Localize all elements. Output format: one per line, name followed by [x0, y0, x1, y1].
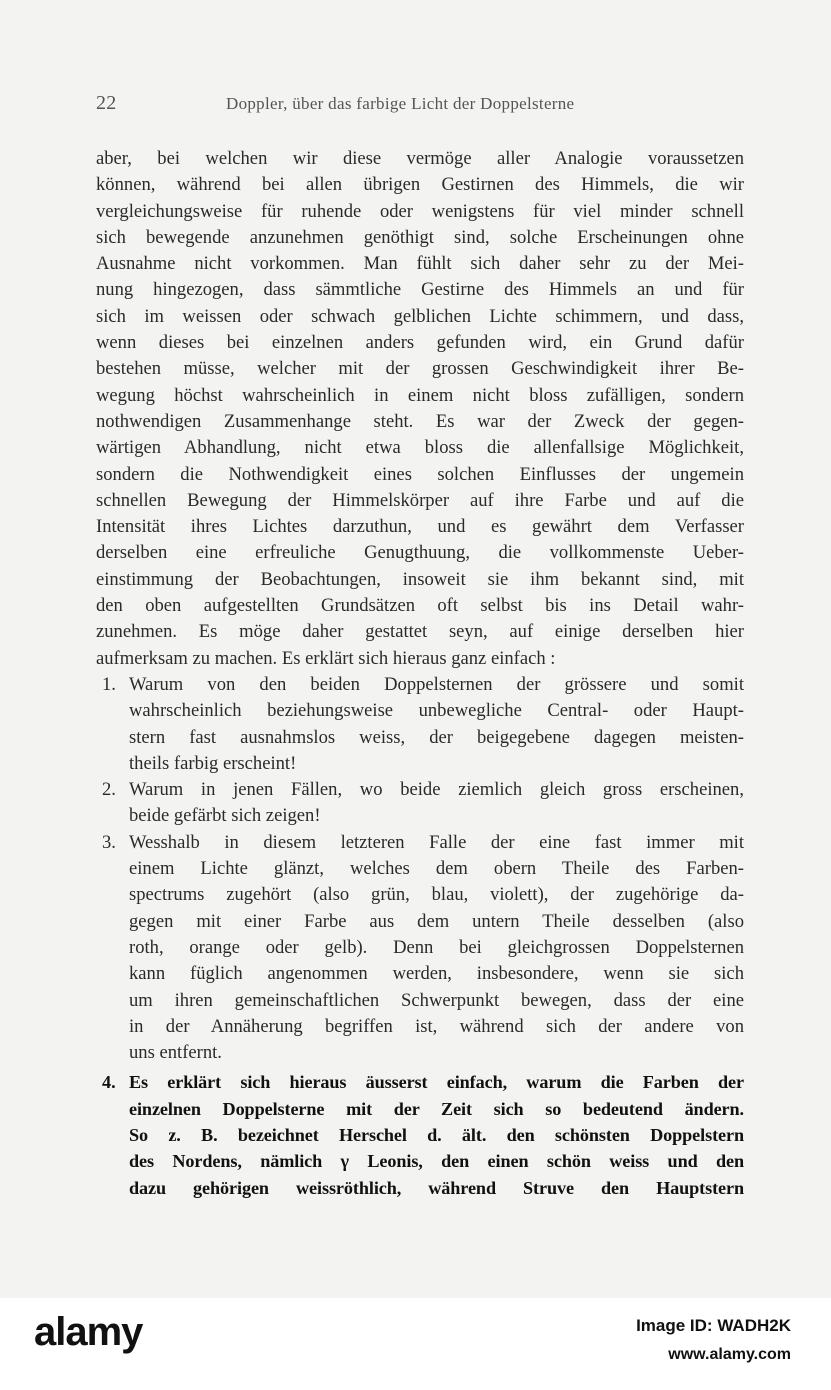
text-line: sich bewegende anzunehmen genöthigt sind, solche Erscheinungen ohne	[96, 226, 744, 248]
text-line: bestehen müsse, welcher mit der grossen Geschwindigkeit ihrer Be-	[96, 358, 744, 380]
text-line: stern fast ausnahmslos weiss, der beigegebene dagegen meisten-	[129, 726, 744, 748]
list-item-1	[96, 672, 744, 777]
text-line: theils farbig erscheint!	[129, 752, 297, 774]
stock-url: www.alamy.com	[668, 1346, 791, 1363]
page-header	[96, 92, 741, 116]
text-line: Warum von den beiden Doppelsternen der grössere und somit	[129, 673, 744, 695]
text-line: uns entfernt.	[129, 1042, 222, 1064]
text-line: Wesshalb in diesem letzteren Falle der eine fast immer mit	[129, 831, 744, 853]
list-item-4	[96, 1069, 744, 1200]
image-id-label: Image ID: WADH2K	[636, 1316, 791, 1335]
text-line: wegung höchst wahrscheinlich in einem nicht bloss zufälligen, sondern	[96, 384, 744, 406]
text-line: können, während bei allen übrigen Gestirnen des Himmels, die wir	[96, 174, 744, 196]
text-line: So z. B. bezeichnet Herschel d. ält. den schönsten Doppelstern	[129, 1124, 744, 1145]
text-line: den oben aufgestellten Grundsätzen oft selbst bis ins Detail wahr-	[96, 595, 744, 617]
body-text	[96, 146, 744, 1201]
text-line: kann füglich angenommen werden, insbesondere, wenn sie sich	[129, 963, 744, 985]
text-line: einstimmung der Beobachtungen, insoweit sie ihm bekannt sind, mit	[96, 568, 744, 590]
text-line: schnellen Bewegung der Himmelskörper auf ihre Farbe und auf die	[96, 489, 744, 511]
text-line: wärtigen Abhandlung, nicht etwa bloss die allenfallsige Möglichkeit,	[96, 437, 744, 459]
text-line: dazu gehörigen weissröthlich, während Struve den Hauptstern	[129, 1177, 744, 1198]
text-line: nung hingezogen, dass sämmtliche Gestirne des Himmels an und für	[96, 279, 744, 301]
alamy-logo: alamy	[34, 1310, 143, 1354]
text-line: derselben eine erfreuliche Genugthuung, die vollkommenste Ueber-	[96, 542, 744, 564]
running-title: Doppler, über das farbige Licht der Doppelsterne	[226, 94, 575, 113]
text-line: sich im weissen oder schwach gelblichen Lichte schimmern, und dass,	[96, 305, 744, 327]
text-line: wenn dieses bei einzelnen anders gefunden wird, ein Grund dafür	[96, 332, 744, 354]
text-line: aufmerksam zu machen. Es erklärt sich hieraus ganz einfach :	[96, 647, 556, 669]
text-line: Intensität ihres Lichtes darzuthun, und es gewährt dem Verfasser	[96, 516, 744, 538]
text-line: sondern die Nothwendigkeit eines solchen Einflusses der ungemein	[96, 463, 744, 485]
text-line: in der Annäherung begriffen ist, während sich der andere von	[129, 1015, 744, 1037]
text-line: aber, bei welchen wir diese vermöge aller Analogie voraussetzen	[96, 148, 744, 169]
list-item-2	[96, 777, 744, 830]
item-number: 3.	[102, 831, 116, 853]
text-line: einzelnen Doppelsterne mit der Zeit sich so bedeutend ändern.	[129, 1098, 744, 1119]
text-line: zunehmen. Es möge daher gestattet seyn, auf einige derselben hier	[96, 621, 744, 643]
list-item-3	[96, 830, 744, 1067]
text-line: spectrums zugehört (also grün, blau, violett), der zugehörige da-	[129, 884, 744, 906]
text-line: Es erklärt sich hieraus äusserst einfach, warum die Farben der	[129, 1072, 744, 1093]
item-number: 4.	[102, 1072, 116, 1093]
text-line: einem Lichte glänzt, welches dem obern Theile des Farben-	[129, 858, 744, 880]
text-line: nothwendigen Zusammenhange steht. Es war der Zweck der gegen-	[96, 410, 744, 432]
text-line: des Nordens, nämlich γ Leonis, den einen schön weiss und den	[129, 1151, 744, 1172]
item-number: 2.	[102, 779, 116, 801]
text-line: roth, orange oder gelb). Denn bei gleichgrossen Doppelsternen	[129, 936, 744, 958]
watermark-banner	[0, 1298, 831, 1390]
text-line: beide gefärbt sich zeigen!	[129, 805, 321, 827]
text-line: Ausnahme nicht vorkommen. Man fühlt sich daher sehr zu der Mei-	[96, 253, 744, 275]
text-line: Warum in jenen Fällen, wo beide ziemlich gleich gross erscheinen,	[129, 779, 744, 801]
text-line: wahrscheinlich beziehungsweise unbewegliche Central- oder Haupt-	[129, 700, 744, 722]
intro-paragraph	[96, 146, 744, 672]
text-line: um ihren gemeinschaftlichen Schwerpunkt bewegen, dass der eine	[129, 989, 744, 1011]
text-line: vergleichungsweise für ruhende oder wenigstens für viel minder schnell	[96, 200, 744, 222]
page-number: 22	[96, 92, 117, 114]
item-number: 1.	[102, 673, 116, 695]
text-line: gegen mit einer Farbe aus dem untern Theile desselben (also	[129, 910, 744, 932]
